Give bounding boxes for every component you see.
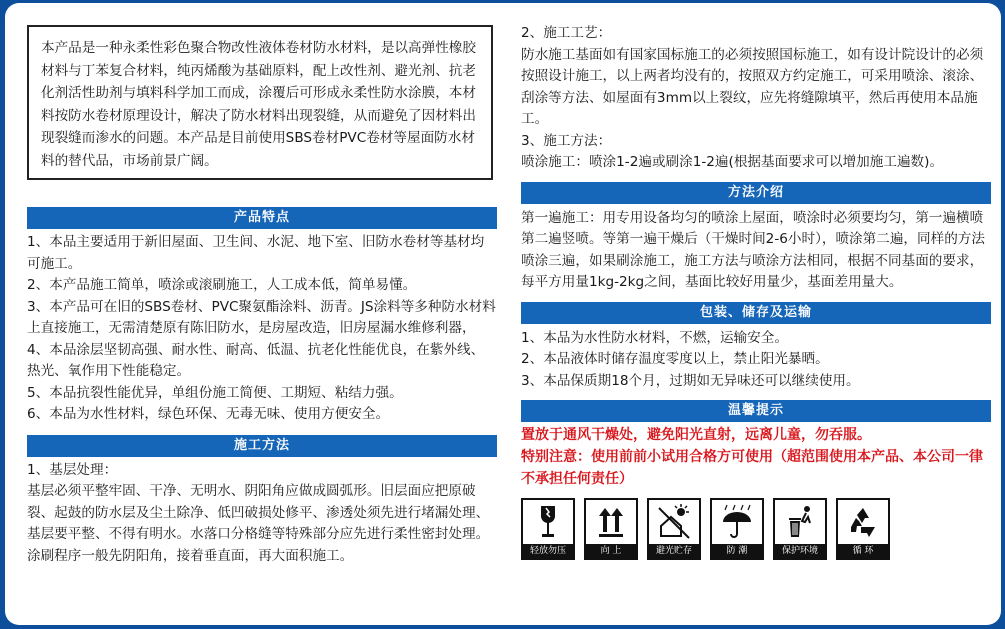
tips-warning: 置放于通风干燥处，避免阳光直射，远离儿童，勿吞服。 特别注意：使用前前小试用合格方可使用（超范围使用本产品、本公司一律不承担任何责任） [521, 427, 983, 487]
recycle-symbol [836, 498, 890, 560]
keep-from-sun-icon [649, 500, 699, 544]
symbol-label: 保护环境 [775, 544, 825, 558]
keep-from-sun-symbol [647, 498, 701, 560]
symbol-label: 向 上 [586, 544, 636, 558]
this-way-up-symbol [584, 498, 638, 560]
fragile-symbol [521, 498, 575, 560]
recycle-icon [838, 500, 888, 544]
tips-heading: 温馨提示 [521, 400, 991, 422]
fragile-icon [523, 500, 573, 544]
howto-heading: 方法介绍 [521, 182, 991, 204]
features-heading: 产品特点 [27, 207, 497, 229]
howto-text: 第一遍施工：用专用设备均匀的喷涂上屋面，喷涂时必须要均匀，第一遍横喷第二遍竖喷。等第一遍干燥后（干燥时间2-6小时），喷涂第二遍，同样的方法喷涂三遍，如果刷涂施工，施工方法与喷涂方法相同，根据不同基面的要求，每平方用量1kg-2kg之间，基面比较好用量少，基面差用量大。 [521, 209, 985, 290]
storage-text: 1、本品为水性防水材料，不燃，运输安全。 2、本品液体时储存温度零度以上，禁止阳光暴晒。 3、本品保质期18个月，过期如无异味还可以继续使用。 [521, 329, 860, 389]
storage-heading: 包装、储存及运输 [521, 302, 991, 324]
symbol-label: 轻放勿压 [523, 544, 573, 558]
symbol-label: 循 环 [838, 544, 888, 558]
product-intro: 本产品是一种永柔性彩色聚合物改性液体卷材防水材料，是以高弹性橡胶材料与丁苯复合材料，纯丙烯酸为基础原料，配上改性剂、避光剂、抗老化剂活性助剂与填料科学加工而成，涂覆后可形成永柔性防水涂膜，本材料按防水卷材原理设计，解决了防水材料出现裂缝，从而避免了因材料出现裂缝而渗水的问题。本产品是目前使用SBS卷材PVC卷材等屋面防水材料的替代品，市场前景广阔。 [27, 25, 493, 180]
process-text: 2、施工工艺： 防水施工基面如有国家国标施工的必须按照国标施工，如有设计院设计的必须按照设计施工，以上两者均没有的，按照双方约定施工，可采用喷涂、滚涂、刮涂等方法、如屋面有3mm以上裂纹，应先将缝隙填平，然后再使用本品施工。 3、施工方法： 喷涂施工：喷涂1-2遍或刷涂1-2遍(根据基面要求可以增加施工遍数)。 [521, 25, 984, 170]
recycle-bin-icon [775, 500, 825, 544]
features-text: 1、本品主要适用于新旧屋面、卫生间、水泥、地下室、旧防水卷材等基材均可施工。 2、本产品施工简单，喷涂或滚刷施工，人工成本低，简单易懂。 3、本产品可在旧的SBS卷材、PVC聚氨酯涂料、沥青。JS涂料等多种防水材料上直接施工，无需清楚原有陈旧防水，是房屋改造，旧房屋漏水维修利器， 4、本品涂层坚韧高强、耐水性、耐高、低温、抗老化性能优良，在紫外线、热光、氧作用下性能稳定。 5、本品抗裂性能优异，单组份施工简便、工期短、粘结力强。 6、本品为水性材料，绿色环保、无毒无味、使用方便安全。 [27, 234, 496, 422]
protect-environment-symbol [773, 498, 827, 560]
symbol-label: 避光贮存 [649, 544, 699, 558]
this-way-up-icon [586, 500, 636, 544]
method-text: 1、基层处理： 基层必须平整牢固、干净、无明水、阴阳角应做成圆弧形。旧层面应把原破裂、起鼓的防水层及尘土除净、低凹破损处修平、渗透处须先进行堵漏处理、基层要平整、不得有明水。水落口分格缝等特殊部分应先进行柔性密封处理。涂刷程序一般先阴阳角，接着垂直面，再大面积施工。 [27, 461, 490, 564]
method-heading: 施工方法 [27, 435, 497, 457]
label-panel [5, 3, 1001, 625]
right-column [521, 25, 991, 560]
keep-dry-symbol [710, 498, 764, 560]
left-column [27, 25, 497, 567]
symbol-label: 防 潮 [712, 544, 762, 558]
package-symbols [521, 498, 991, 560]
keep-dry-icon [712, 500, 762, 544]
